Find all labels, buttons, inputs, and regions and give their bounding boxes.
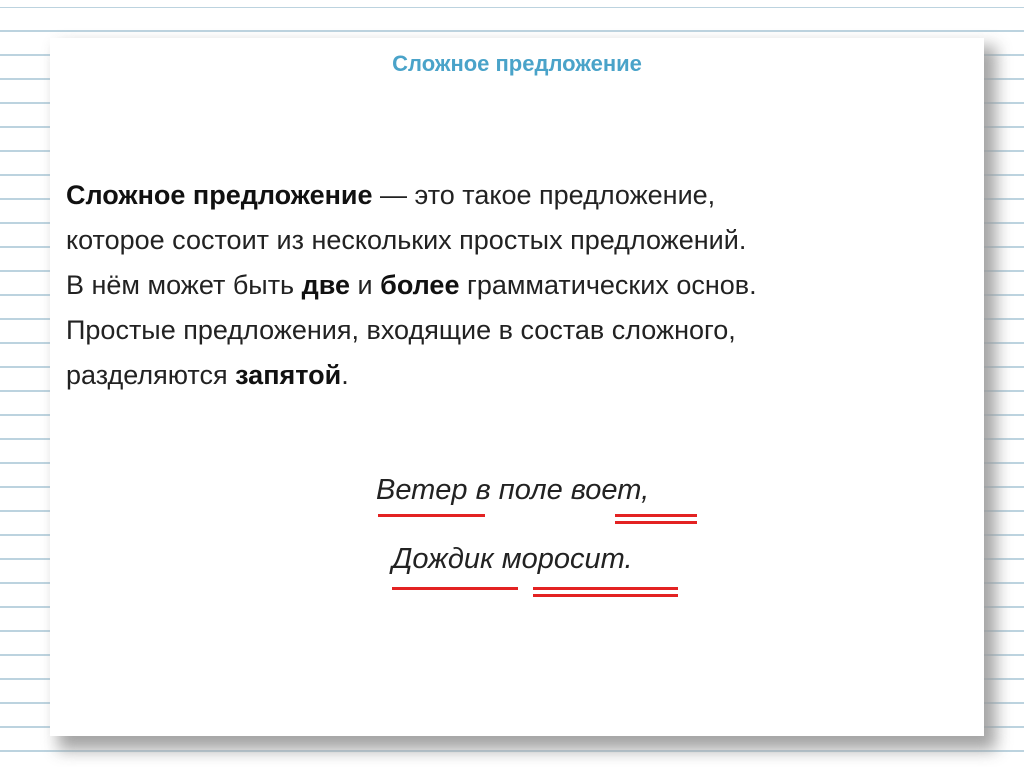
definition-keyword-more: более bbox=[380, 270, 460, 300]
definition-line5-part-a: разделяются bbox=[66, 360, 236, 390]
example-sentence-1: Ветер в поле воет, bbox=[376, 474, 650, 506]
definition-line3-part-a: В нём может быть bbox=[66, 270, 302, 300]
predicate-underline-1-bottom bbox=[615, 521, 697, 524]
predicate-underline-1-top bbox=[615, 514, 697, 517]
predicate-underline-2-top bbox=[533, 587, 678, 590]
definition-line5-part-c: . bbox=[341, 360, 349, 390]
definition-text bbox=[66, 173, 976, 398]
predicate-underline-2-bottom bbox=[533, 594, 678, 597]
definition-keyword-comma: запятой bbox=[235, 360, 342, 390]
definition-line1-rest: — это такое предложение, bbox=[372, 180, 716, 210]
definition-term: Сложное предложение bbox=[66, 180, 373, 210]
definition-line4: Простые предложения, входящие в состав сложного, bbox=[66, 315, 736, 345]
slide bbox=[50, 38, 984, 736]
subject-underline-1 bbox=[378, 514, 485, 517]
slide-title: Сложное предложение bbox=[392, 51, 642, 76]
definition-line3-part-e: грамматических основ. bbox=[459, 270, 757, 300]
definition-line2: которое состоит из нескольких простых предложений. bbox=[66, 225, 747, 255]
definition-keyword-two: две bbox=[301, 270, 351, 300]
subject-underline-2 bbox=[392, 587, 518, 590]
definition-line3-part-c: и bbox=[350, 270, 381, 300]
example-sentence-2: Дождик моросит. bbox=[392, 543, 633, 575]
